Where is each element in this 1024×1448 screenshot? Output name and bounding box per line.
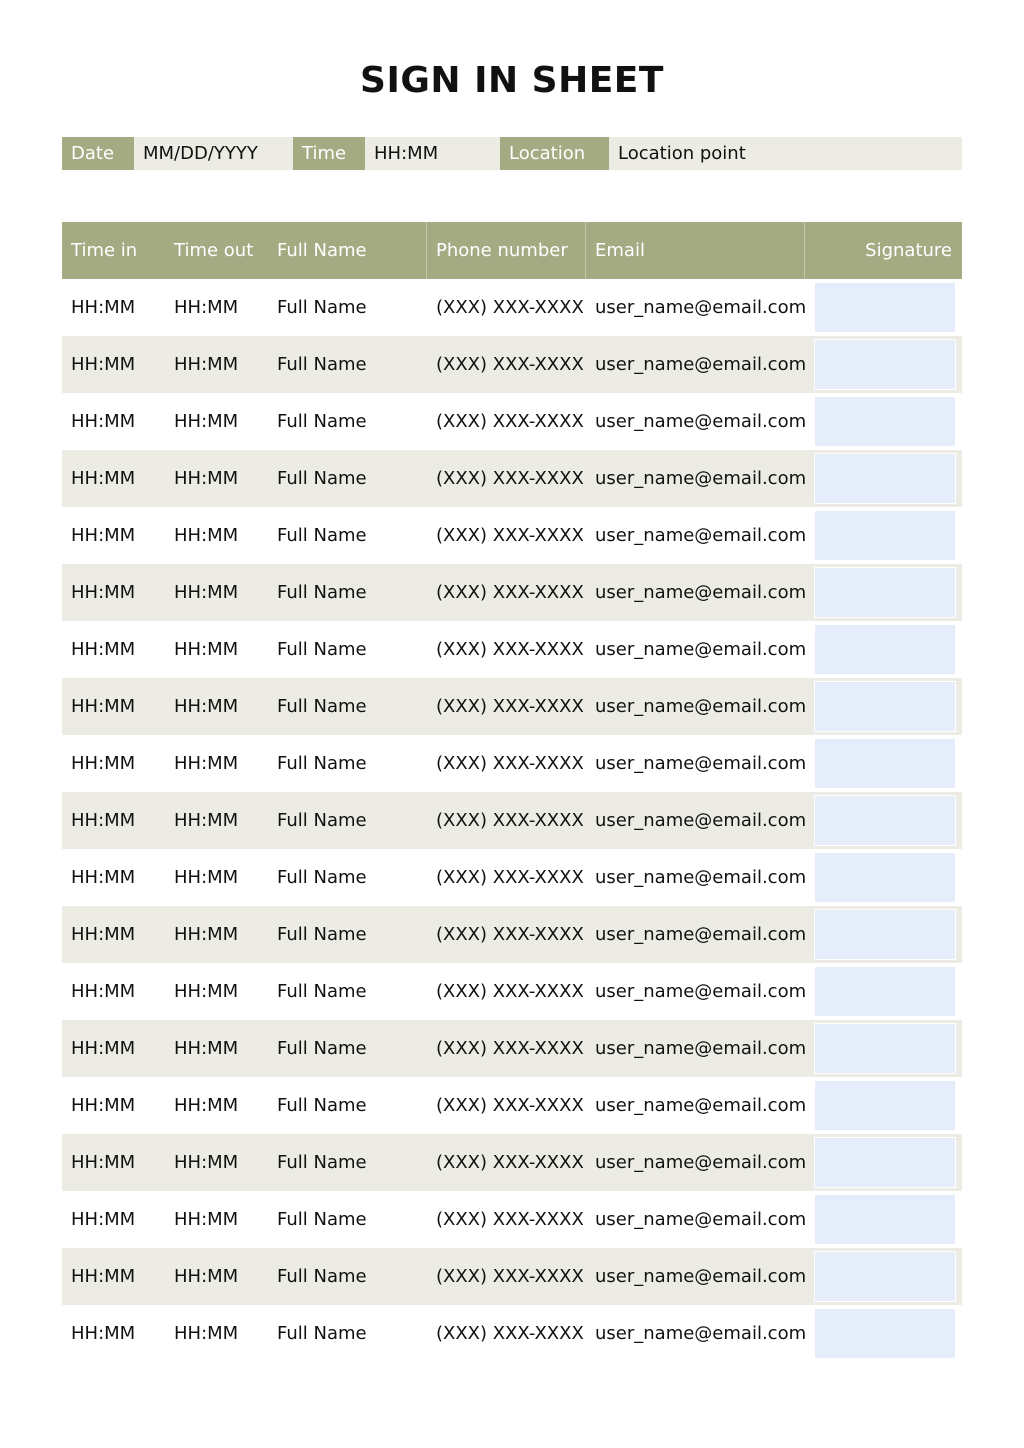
- phone-number-cell: (XXX) XXX-XXXX: [436, 810, 584, 831]
- column-header-phone-number: Phone number: [427, 222, 586, 279]
- signature-field[interactable]: [814, 852, 956, 903]
- time-in-cell: HH:MM: [71, 867, 136, 888]
- table-row: [62, 450, 962, 507]
- signature-field[interactable]: [814, 567, 956, 618]
- time-in-cell: HH:MM: [71, 753, 136, 774]
- signature-field[interactable]: [814, 1194, 956, 1245]
- full-name-cell: Full Name: [277, 981, 367, 1002]
- column-header-time-out: Time out: [174, 240, 254, 261]
- signature-field[interactable]: [814, 282, 956, 333]
- full-name-cell: Full Name: [277, 810, 367, 831]
- column-header-signature: Signature: [865, 240, 952, 261]
- full-name-cell: Full Name: [277, 1209, 367, 1230]
- time-in-cell: HH:MM: [71, 525, 136, 546]
- full-name-cell: Full Name: [277, 867, 367, 888]
- full-name-cell: Full Name: [277, 1266, 367, 1287]
- table-row: [62, 792, 962, 849]
- location-field[interactable]: Location point: [618, 143, 746, 164]
- time-out-cell: HH:MM: [174, 582, 239, 603]
- time-out-cell: HH:MM: [174, 411, 239, 432]
- column-header-full-name: Full Name: [268, 222, 427, 279]
- full-name-cell: Full Name: [277, 411, 367, 432]
- table-row: [62, 1248, 962, 1305]
- email-cell: user_name@email.com: [595, 297, 807, 318]
- time-in-cell: HH:MM: [71, 696, 136, 717]
- table-header: [62, 222, 962, 279]
- time-in-cell: HH:MM: [71, 1209, 136, 1230]
- phone-number-cell: (XXX) XXX-XXXX: [436, 1209, 584, 1230]
- time-out-cell: HH:MM: [174, 354, 239, 375]
- phone-number-cell: (XXX) XXX-XXXX: [436, 924, 584, 945]
- table-row: [62, 564, 962, 621]
- time-out-cell: HH:MM: [174, 1209, 239, 1230]
- signature-field[interactable]: [814, 681, 956, 732]
- time-label: Time: [293, 137, 365, 170]
- phone-number-cell: (XXX) XXX-XXXX: [436, 525, 584, 546]
- time-out-cell: HH:MM: [174, 696, 239, 717]
- signature-field[interactable]: [814, 966, 956, 1017]
- table-row: [62, 678, 962, 735]
- signature-field[interactable]: [814, 339, 956, 390]
- full-name-cell: Full Name: [277, 1038, 367, 1059]
- phone-number-cell: (XXX) XXX-XXXX: [436, 1038, 584, 1059]
- phone-number-cell: (XXX) XXX-XXXX: [436, 753, 584, 774]
- date-label: Date: [62, 137, 134, 170]
- full-name-cell: Full Name: [277, 582, 367, 603]
- full-name-cell: Full Name: [277, 639, 367, 660]
- email-cell: user_name@email.com: [595, 1209, 807, 1230]
- table-row: [62, 849, 962, 906]
- full-name-cell: Full Name: [277, 924, 367, 945]
- table-row: [62, 279, 962, 336]
- date-field[interactable]: MM/DD/YYYY: [143, 143, 258, 164]
- time-out-cell: HH:MM: [174, 1152, 239, 1173]
- table-body: [62, 279, 962, 1362]
- signature-field[interactable]: [814, 453, 956, 504]
- column-header-time-in: Time in: [71, 240, 138, 261]
- table-row: [62, 1191, 962, 1248]
- time-out-cell: HH:MM: [174, 981, 239, 1002]
- email-cell: user_name@email.com: [595, 867, 807, 888]
- signature-field[interactable]: [814, 1080, 956, 1131]
- sign-in-table: [62, 222, 962, 1362]
- page-title: SIGN IN SHEET: [360, 60, 664, 101]
- signature-field[interactable]: [814, 738, 956, 789]
- signature-field[interactable]: [814, 1308, 956, 1359]
- email-cell: user_name@email.com: [595, 1266, 807, 1287]
- time-out-cell: HH:MM: [174, 753, 239, 774]
- time-out-cell: HH:MM: [174, 525, 239, 546]
- full-name-cell: Full Name: [277, 696, 367, 717]
- email-cell: user_name@email.com: [595, 582, 807, 603]
- phone-number-cell: (XXX) XXX-XXXX: [436, 1266, 584, 1287]
- table-row: [62, 963, 962, 1020]
- full-name-cell: Full Name: [277, 297, 367, 318]
- email-cell: user_name@email.com: [595, 1095, 807, 1116]
- signature-field[interactable]: [814, 624, 956, 675]
- email-cell: user_name@email.com: [595, 411, 807, 432]
- time-in-cell: HH:MM: [71, 639, 136, 660]
- signature-field[interactable]: [814, 510, 956, 561]
- email-cell: user_name@email.com: [595, 810, 807, 831]
- time-in-cell: HH:MM: [71, 411, 136, 432]
- phone-number-cell: (XXX) XXX-XXXX: [436, 867, 584, 888]
- full-name-cell: Full Name: [277, 525, 367, 546]
- full-name-cell: Full Name: [277, 753, 367, 774]
- signature-field[interactable]: [814, 396, 956, 447]
- time-in-cell: HH:MM: [71, 1323, 136, 1344]
- table-row: [62, 621, 962, 678]
- signature-field[interactable]: [814, 1023, 956, 1074]
- full-name-cell: Full Name: [277, 1152, 367, 1173]
- time-out-cell: HH:MM: [174, 924, 239, 945]
- time-out-cell: HH:MM: [174, 1266, 239, 1287]
- time-in-cell: HH:MM: [71, 981, 136, 1002]
- time-in-cell: HH:MM: [71, 924, 136, 945]
- phone-number-cell: (XXX) XXX-XXXX: [436, 411, 584, 432]
- time-in-cell: HH:MM: [71, 1266, 136, 1287]
- email-cell: user_name@email.com: [595, 468, 807, 489]
- phone-number-cell: (XXX) XXX-XXXX: [436, 582, 584, 603]
- table-row: [62, 735, 962, 792]
- signature-field[interactable]: [814, 1137, 956, 1188]
- time-out-cell: HH:MM: [174, 1095, 239, 1116]
- time-out-cell: HH:MM: [174, 1323, 239, 1344]
- phone-number-cell: (XXX) XXX-XXXX: [436, 468, 584, 489]
- time-in-cell: HH:MM: [71, 1038, 136, 1059]
- full-name-cell: Full Name: [277, 468, 367, 489]
- full-name-cell: Full Name: [277, 354, 367, 375]
- table-row: [62, 1077, 962, 1134]
- time-in-cell: HH:MM: [71, 297, 136, 318]
- time-in-cell: HH:MM: [71, 1095, 136, 1116]
- table-row: [62, 1134, 962, 1191]
- time-out-cell: HH:MM: [174, 867, 239, 888]
- table-row: [62, 393, 962, 450]
- time-out-cell: HH:MM: [174, 810, 239, 831]
- time-out-cell: HH:MM: [174, 639, 239, 660]
- meta-bar: [62, 137, 962, 170]
- full-name-cell: Full Name: [277, 1095, 367, 1116]
- table-row: [62, 1305, 962, 1362]
- phone-number-cell: (XXX) XXX-XXXX: [436, 354, 584, 375]
- phone-number-cell: (XXX) XXX-XXXX: [436, 981, 584, 1002]
- phone-number-cell: (XXX) XXX-XXXX: [436, 1323, 584, 1344]
- email-cell: user_name@email.com: [595, 696, 807, 717]
- phone-number-cell: (XXX) XXX-XXXX: [436, 1152, 584, 1173]
- time-out-cell: HH:MM: [174, 468, 239, 489]
- signature-field[interactable]: [814, 909, 956, 960]
- time-out-cell: HH:MM: [174, 1038, 239, 1059]
- time-field[interactable]: HH:MM: [374, 143, 439, 164]
- signature-field[interactable]: [814, 1251, 956, 1302]
- time-in-cell: HH:MM: [71, 1152, 136, 1173]
- table-row: [62, 336, 962, 393]
- phone-number-cell: (XXX) XXX-XXXX: [436, 696, 584, 717]
- time-in-cell: HH:MM: [71, 468, 136, 489]
- phone-number-cell: (XXX) XXX-XXXX: [436, 297, 584, 318]
- email-cell: user_name@email.com: [595, 639, 807, 660]
- location-label: Location: [500, 137, 609, 170]
- email-cell: user_name@email.com: [595, 354, 807, 375]
- table-row: [62, 906, 962, 963]
- time-in-cell: HH:MM: [71, 354, 136, 375]
- email-cell: user_name@email.com: [595, 1038, 807, 1059]
- phone-number-cell: (XXX) XXX-XXXX: [436, 639, 584, 660]
- time-in-cell: HH:MM: [71, 810, 136, 831]
- time-out-cell: HH:MM: [174, 297, 239, 318]
- column-header-email: Email: [586, 222, 805, 279]
- email-cell: user_name@email.com: [595, 525, 807, 546]
- email-cell: user_name@email.com: [595, 753, 807, 774]
- email-cell: user_name@email.com: [595, 1152, 807, 1173]
- table-row: [62, 507, 962, 564]
- email-cell: user_name@email.com: [595, 924, 807, 945]
- email-cell: user_name@email.com: [595, 981, 807, 1002]
- signature-field[interactable]: [814, 795, 956, 846]
- phone-number-cell: (XXX) XXX-XXXX: [436, 1095, 584, 1116]
- table-row: [62, 1020, 962, 1077]
- full-name-cell: Full Name: [277, 1323, 367, 1344]
- email-cell: user_name@email.com: [595, 1323, 807, 1344]
- time-in-cell: HH:MM: [71, 582, 136, 603]
